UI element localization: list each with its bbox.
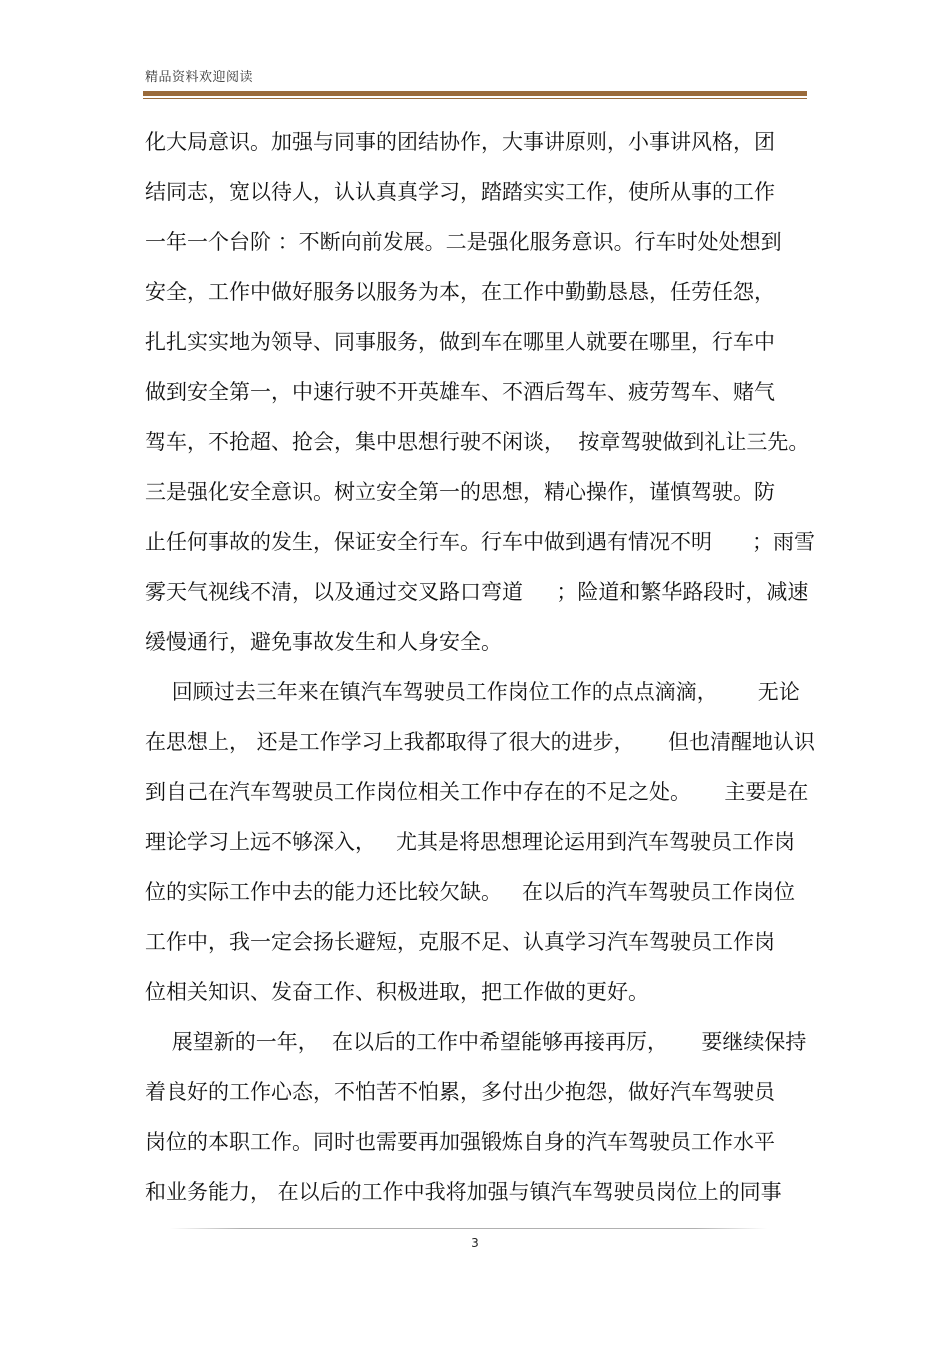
text-line: 驾车，不抢超、抢会，集中思想行驶不闲谈， 按章驾驶做到礼让三先。 (145, 430, 810, 454)
text-line: 扎扎实实地为领导、同事服务，做到车在哪里人就要在哪里，行车中 (145, 330, 775, 354)
paragraph-start-line: 回顾过去三年来在镇汽车驾驶员工作岗位工作的点点滴滴， 无论 (145, 680, 800, 704)
text-line: 止任何事故的发生，保证安全行车。行车中做到遇有情况不明 ；雨雪 (145, 530, 816, 554)
text-line: 岗位的本职工作。同时也需要再加强锻炼自身的汽车驾驶员工作水平 (145, 1130, 775, 1154)
text-line: 做到安全第一，中速行驶不开英雄车、不酒后驾车、疲劳驾车、赌气 (145, 380, 775, 404)
text-line: 安全，工作中做好服务以服务为本，在工作中勤勤恳恳，任劳任怨， (145, 280, 775, 304)
text-line: 着良好的工作心态，不怕苦不怕累，多付出少抱怨，做好汽车驾驶员 (145, 1080, 775, 1104)
page-header-title: 精品资料欢迎阅读 (145, 70, 254, 85)
text-line: 结同志，宽以待人，认认真真学习，踏踏实实工作，使所从事的工作 (145, 180, 775, 204)
footer-divider (170, 1228, 767, 1229)
text-line: 缓慢通行，避免事故发生和人身安全。 (145, 630, 502, 654)
text-line: 一年一个台阶 ：不断向前发展。二是强化服务意识。行车时处处想到 (145, 230, 782, 254)
text-line: 化大局意识。加强与同事的团结协作，大事讲原则，小事讲风格，团 (145, 130, 775, 154)
text-line: 三是强化安全意识。树立安全第一的思想，精心操作，谨慎驾驶。防 (145, 480, 775, 504)
page-number: 3 (471, 1236, 479, 1250)
text-line: 位相关知识、发奋工作、积极进取，把工作做的更好。 (145, 980, 649, 1004)
text-line: 位的实际工作中去的能力还比较欠缺。 在以后的汽车驾驶员工作岗位 (145, 880, 796, 904)
text-line: 到自己在汽车驾驶员工作岗位相关工作中存在的不足之处。 主要是在 (145, 780, 809, 804)
text-line: 和业务能力， 在以后的工作中我将加强与镇汽车驾驶员岗位上的同事 (145, 1180, 782, 1204)
paragraph-start-line: 展望新的一年， 在以后的工作中希望能够再接再厉， 要继续保持 (145, 1030, 807, 1054)
text-line: 工作中，我一定会扬长避短，克服不足、认真学习汽车驾驶员工作岗 (145, 930, 775, 954)
text-line: 理论学习上远不够深入， 尤其是将思想理论运用到汽车驾驶员工作岗 (145, 830, 796, 854)
text-line: 雾天气视线不清，以及通过交叉路口弯道 ；险道和繁华路段时，减速 (145, 580, 809, 604)
text-line: 在思想上， 还是工作学习上我都取得了很大的进步， 但也清醒地认识 (145, 730, 816, 754)
